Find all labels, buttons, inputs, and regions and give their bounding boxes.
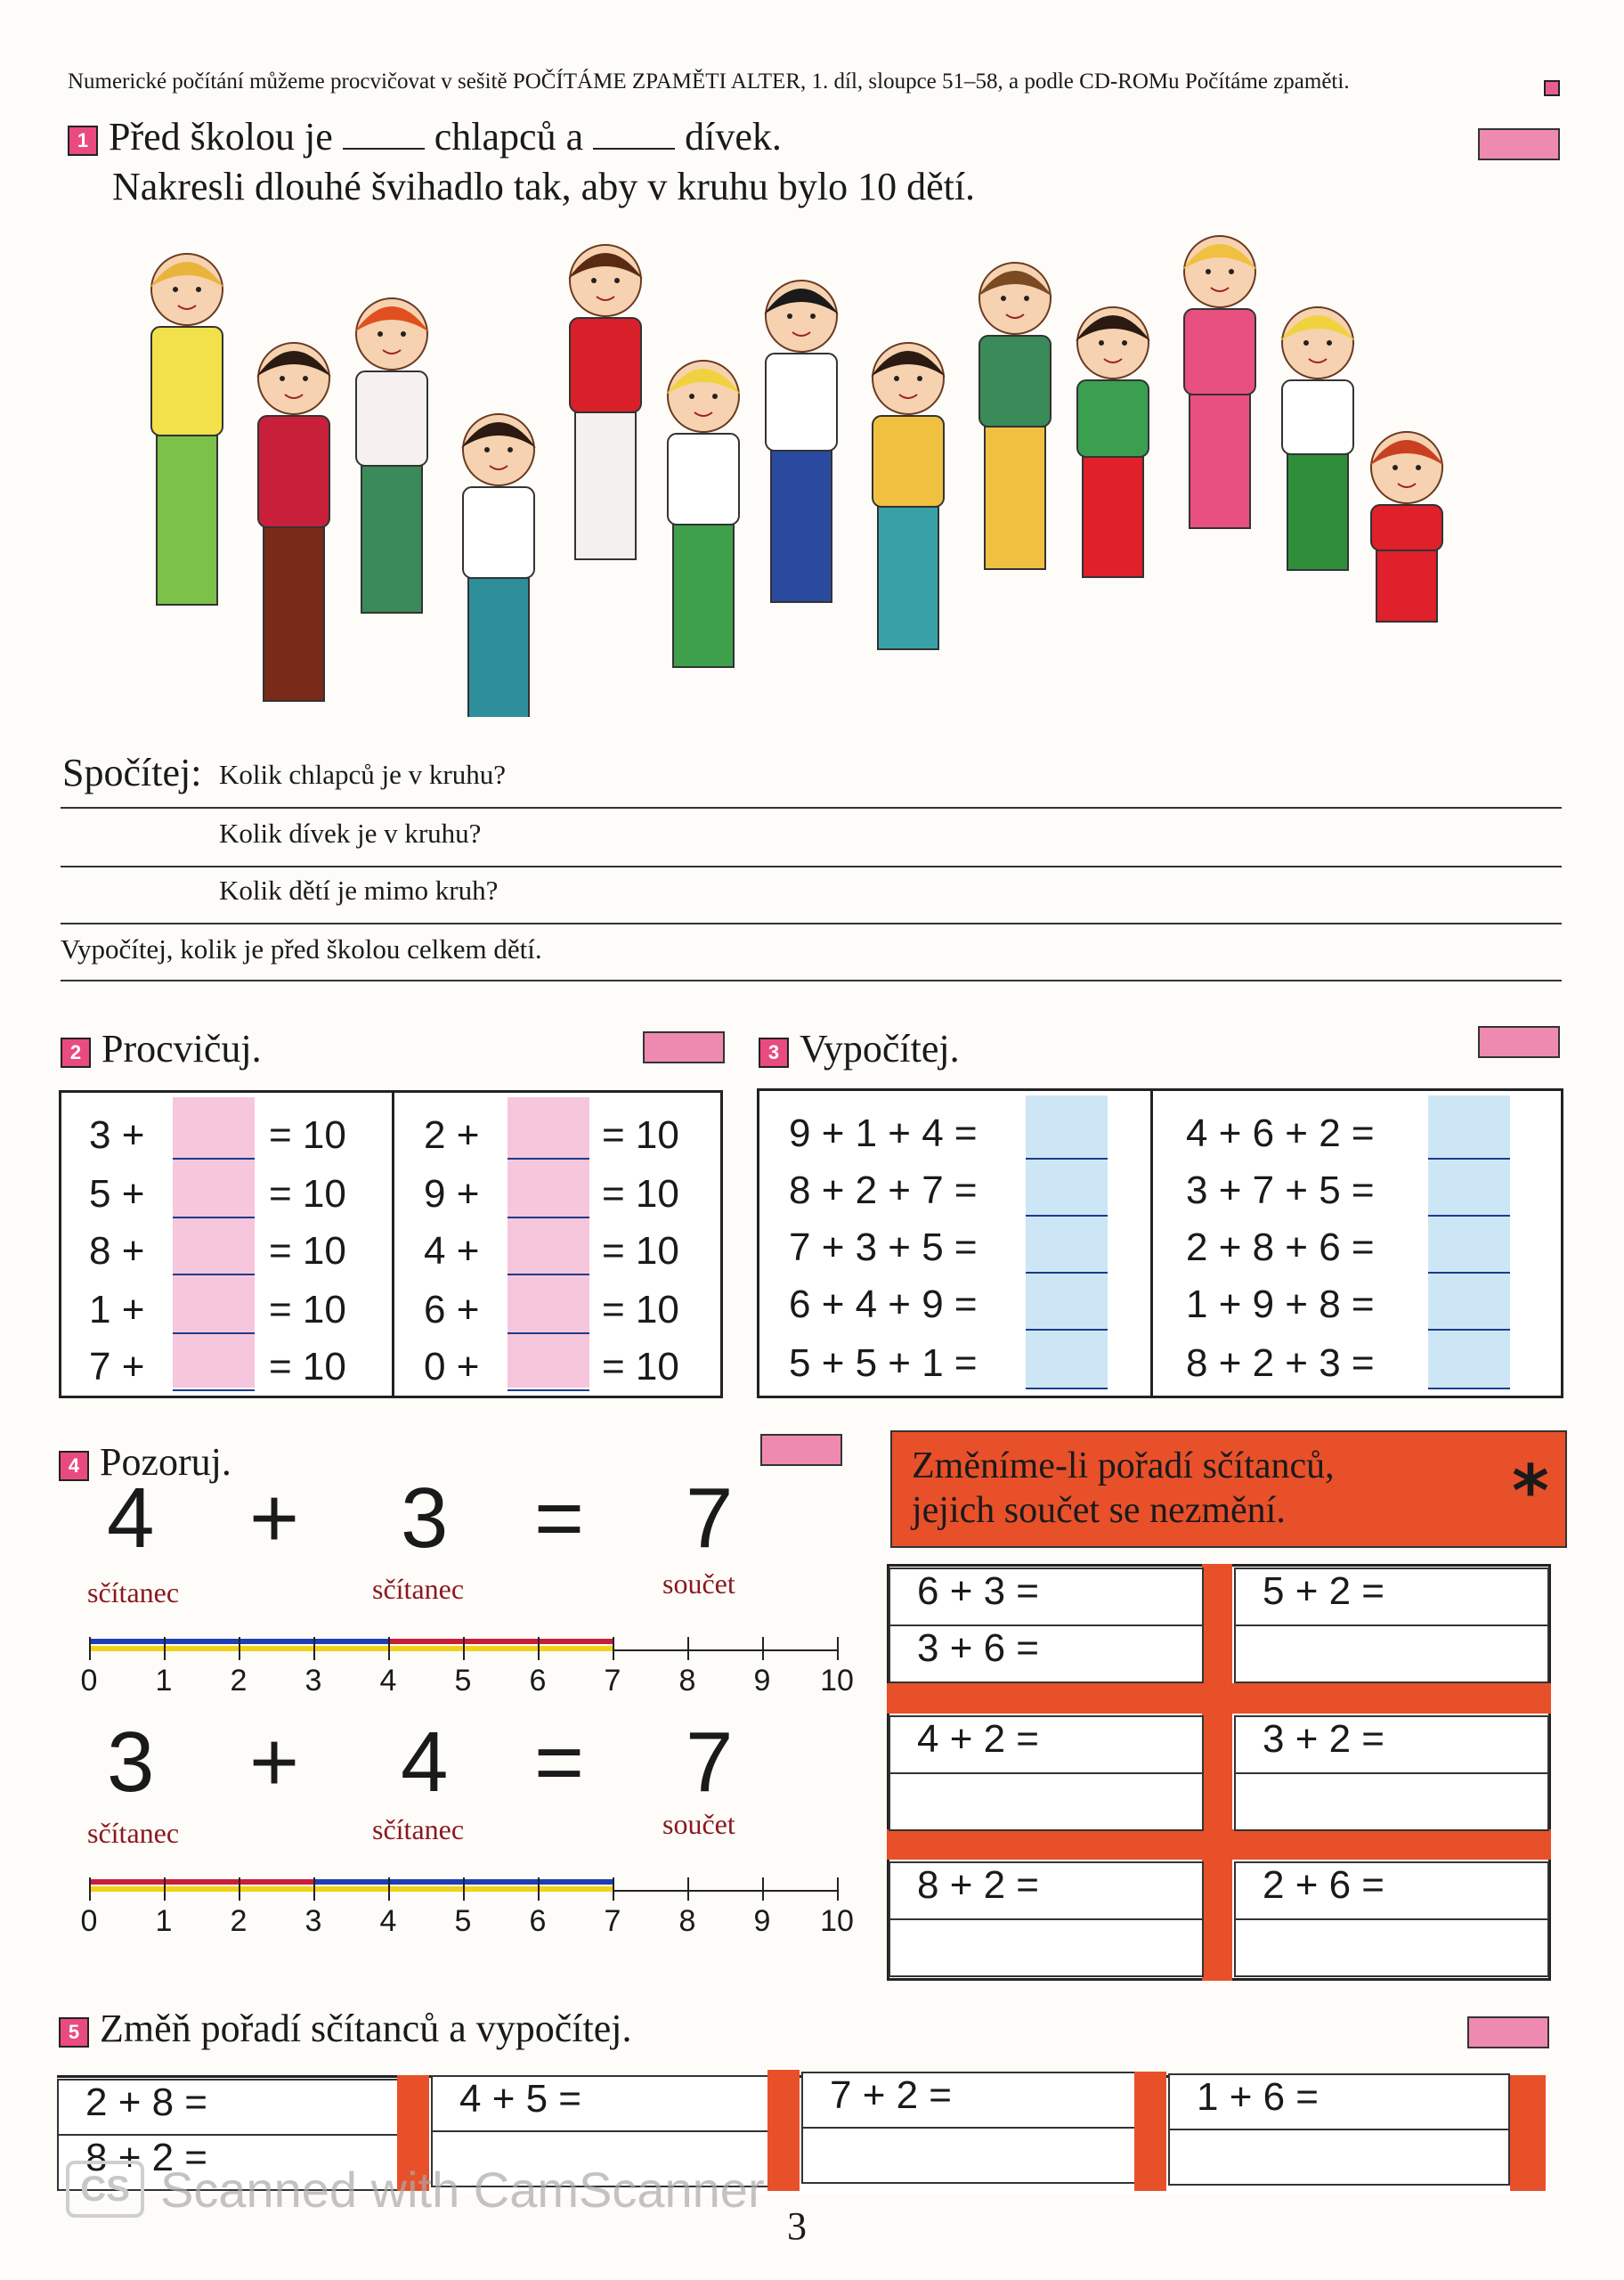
- ex3-title-text: Vypočítej.: [800, 1027, 960, 1071]
- child-figure: [1369, 432, 1444, 622]
- number-line-tick: [687, 1637, 689, 1660]
- ex1-text-c: dívek.: [685, 115, 782, 159]
- swap-cell-1a[interactable]: 6 + 3 =: [889, 1568, 1204, 1626]
- number-line-tick: [463, 1637, 465, 1660]
- top-note: Numerické počítání můžeme procvičovat v sešitě POČÍTÁME ZPAMĚTI ALTER, 1. díl, sloupce 51–58, a podle CD-ROMu Počítáme zpaměti.: [68, 69, 1350, 94]
- eq2-label-addend2: sčítanec: [372, 1813, 465, 1845]
- eq2-c: 7: [686, 1714, 734, 1810]
- watermark: [62, 2155, 846, 2218]
- ex2-result: = 10: [602, 1229, 679, 1273]
- rule-box: [890, 1430, 1567, 1548]
- number-line-tick-label: 7: [604, 1904, 621, 1938]
- eq2-a: 3: [107, 1714, 155, 1810]
- ex3-answer-blank[interactable]: [1428, 1158, 1510, 1160]
- ex5-sep-3: [1134, 2072, 1166, 2191]
- ex2-answer-blank[interactable]: [173, 1158, 255, 1160]
- answer-line-4[interactable]: [61, 980, 1562, 981]
- number-line-tick-label: 7: [604, 1664, 621, 1698]
- ex2-result: = 10: [269, 1172, 346, 1216]
- number-line-tick: [388, 1637, 390, 1660]
- number-line-tick: [687, 1877, 689, 1901]
- number-line-tick-label: 0: [80, 1904, 98, 1938]
- number-line-tick-label: 1: [155, 1904, 173, 1938]
- ex2-answer-blank[interactable]: [508, 1389, 589, 1391]
- ex2-addend: 6 +: [424, 1288, 480, 1331]
- answer-line-2[interactable]: [61, 866, 1562, 867]
- swap-cell-2a[interactable]: 5 + 2 =: [1234, 1568, 1549, 1626]
- number-line-tick-label: 6: [529, 1904, 547, 1938]
- ex5-title-text: Změň pořadí sčítanců a vypočítej.: [100, 2007, 632, 2050]
- ex3-expression: 2 + 8 + 6 =: [1186, 1226, 1375, 1269]
- number-line-tick: [837, 1877, 839, 1901]
- rule-text-line2: jejich součet se nezmění.: [912, 1490, 1286, 1531]
- eq2-label-sum: součet: [662, 1808, 735, 1840]
- ex2-result: = 10: [269, 1345, 346, 1388]
- eq1-b: 3: [401, 1470, 449, 1566]
- watermark-text: Scanned with CamScanner: [160, 2162, 765, 2218]
- ex1-blank-girls[interactable]: [593, 130, 675, 150]
- ex3-answer-blank[interactable]: [1026, 1272, 1108, 1274]
- ex2-addend: 1 +: [89, 1288, 145, 1331]
- ex3-divider: [1150, 1088, 1153, 1398]
- ex1-text-a: Před školou je: [109, 115, 333, 159]
- ex3-expression: 6 + 4 + 9 =: [789, 1282, 978, 1326]
- ex3-expression: 5 + 5 + 1 =: [789, 1341, 978, 1385]
- ex1-blank-boys[interactable]: [343, 130, 425, 150]
- number-line-segment: [89, 1646, 613, 1651]
- number-line-tick: [388, 1877, 390, 1901]
- ex2-score-box[interactable]: [643, 1031, 725, 1063]
- eq2-label-addend1: sčítanec: [87, 1817, 180, 1849]
- child-figure: [256, 343, 331, 701]
- ex5-cell-1b[interactable]: 8 + 2 =: [57, 2134, 399, 2191]
- ex2-answer-blank[interactable]: [173, 1332, 255, 1334]
- number-line-tick: [164, 1637, 166, 1660]
- ex2-answer-blank[interactable]: [508, 1332, 589, 1334]
- ex5-cell-2a[interactable]: 4 + 5 =: [431, 2075, 769, 2132]
- ex2-answer-blank[interactable]: [508, 1274, 589, 1275]
- number-line-tick-label: 8: [678, 1904, 696, 1938]
- ex3-answer-blank[interactable]: [1428, 1272, 1510, 1274]
- ex3-expression: 3 + 7 + 5 =: [1186, 1168, 1375, 1212]
- ex5-cell-4a[interactable]: 1 + 6 =: [1168, 2073, 1510, 2130]
- number-line-tick: [837, 1637, 839, 1660]
- number-line-tick: [613, 1877, 614, 1901]
- ex3-title: [759, 1026, 960, 1071]
- ex5-cell-3a[interactable]: 7 + 2 =: [801, 2072, 1136, 2129]
- page-number: 3: [787, 2204, 807, 2248]
- ex2-addend: 5 +: [89, 1172, 145, 1216]
- swap-cell-5b[interactable]: [889, 1918, 1204, 1977]
- swap-table-hbar2: [887, 1829, 1551, 1860]
- eq1-label-addend1: sčítanec: [87, 1576, 180, 1608]
- child-figure: [978, 263, 1052, 569]
- swap-cell-1b[interactable]: 3 + 6 =: [889, 1624, 1204, 1683]
- ex1-score-box[interactable]: [1478, 128, 1560, 160]
- ex2-addend: 9 +: [424, 1172, 480, 1216]
- ex2-addend: 7 +: [89, 1345, 145, 1388]
- ex3-expression: 9 + 1 + 4 =: [789, 1112, 978, 1155]
- number-line-tick-label: 3: [304, 1664, 322, 1698]
- swap-table-hbar1: [887, 1683, 1551, 1714]
- ex2-result: = 10: [602, 1172, 679, 1216]
- swap-cell-6a[interactable]: 2 + 6 =: [1234, 1861, 1549, 1920]
- ex2-answer-blank[interactable]: [173, 1274, 255, 1275]
- eq2-equals: =: [534, 1714, 585, 1810]
- ex2-addend: 0 +: [424, 1345, 480, 1388]
- number-line-tick: [239, 1877, 240, 1901]
- number-line-tick-label: 5: [454, 1904, 472, 1938]
- number-line-tick-label: 3: [304, 1904, 322, 1938]
- ex4-score-box[interactable]: [760, 1434, 842, 1466]
- child-figure: [1076, 307, 1150, 577]
- number-line-tick-label: 9: [753, 1664, 771, 1698]
- number-line-tick: [164, 1877, 166, 1901]
- eq1-c: 7: [686, 1470, 734, 1566]
- eq1-label-sum: součet: [662, 1568, 735, 1600]
- number-line-tick-label: 6: [529, 1664, 547, 1698]
- ex2-addend: 8 +: [89, 1229, 145, 1273]
- ex3-answer-blank[interactable]: [1428, 1215, 1510, 1217]
- ex2-result: = 10: [602, 1345, 679, 1388]
- swap-cell-4b[interactable]: [1234, 1772, 1549, 1831]
- ex3-answer-blank[interactable]: [1428, 1388, 1510, 1389]
- ex2-answer-blank[interactable]: [173, 1217, 255, 1218]
- child-figure: [1182, 236, 1257, 528]
- question-total: Vypočítej, kolik je před školou celkem dětí.: [61, 933, 542, 965]
- eq1-a: 4: [107, 1470, 155, 1566]
- number-line-tick: [538, 1877, 540, 1901]
- number-line-tick-label: 10: [820, 1664, 854, 1698]
- ex2-addend: 2 +: [424, 1113, 480, 1157]
- ex2-title-text: Procvičuj.: [102, 1027, 262, 1071]
- number-line-tick-label: 10: [820, 1904, 854, 1938]
- ex2-result: = 10: [269, 1229, 346, 1273]
- ex5-title: [59, 2006, 631, 2051]
- ex3-expression: 8 + 2 + 3 =: [1186, 1341, 1375, 1385]
- child-figure: [871, 343, 946, 649]
- child-figure: [666, 361, 741, 667]
- swap-table-vbar: [1202, 1564, 1232, 1981]
- ex2-fill-right: [508, 1097, 589, 1388]
- ex4-title-text: Pozoruj.: [100, 1440, 231, 1484]
- swap-cell-6b[interactable]: [1234, 1918, 1549, 1977]
- ex3-answer-blank[interactable]: [1026, 1388, 1108, 1389]
- ex3-answer-blank[interactable]: [1026, 1329, 1108, 1331]
- number-line-tick-label: 0: [80, 1664, 98, 1698]
- ex3-fill-left: [1026, 1095, 1108, 1388]
- ex2-result: = 10: [602, 1288, 679, 1331]
- number-line-tick: [239, 1637, 240, 1660]
- child-figure: [354, 298, 429, 613]
- ex2-addend: 4 +: [424, 1229, 480, 1273]
- answer-line-1[interactable]: [61, 807, 1562, 809]
- question-boys: Kolik chlapců je v kruhu?: [219, 759, 506, 790]
- ex5-cell-4b[interactable]: [1168, 2129, 1510, 2186]
- number-line-tick-label: 9: [753, 1904, 771, 1938]
- ex5-sep-4: [1510, 2075, 1546, 2191]
- number-line-tick: [89, 1877, 91, 1901]
- number-line-segment: [388, 1639, 613, 1644]
- ex1-line1: [68, 114, 782, 159]
- number-line-segment: [89, 1879, 313, 1885]
- eq2-plus: +: [249, 1714, 300, 1810]
- question-girls: Kolik dívek je v kruhu?: [219, 818, 482, 849]
- ex5-cell-1a[interactable]: 2 + 8 =: [57, 2079, 399, 2136]
- ex3-expression: 4 + 6 + 2 =: [1186, 1112, 1375, 1155]
- ex3-answer-blank[interactable]: [1428, 1329, 1510, 1331]
- ex2-fill-left: [173, 1097, 255, 1388]
- ex3-number-badge: 3: [759, 1038, 789, 1068]
- ex2-number-badge: 2: [61, 1038, 91, 1068]
- ex2-answer-blank[interactable]: [173, 1389, 255, 1391]
- number-line-tick-label: 8: [678, 1664, 696, 1698]
- ex3-expression: 8 + 2 + 7 =: [789, 1168, 978, 1212]
- ex1-text-b: chlapců a: [434, 115, 584, 159]
- ex3-expression: 1 + 9 + 8 =: [1186, 1282, 1375, 1326]
- swap-cell-3a[interactable]: 4 + 2 =: [889, 1715, 1204, 1774]
- rule-text-line1: Změníme-li pořadí sčítanců,: [912, 1445, 1335, 1486]
- ex3-fill-right: [1428, 1095, 1510, 1388]
- ex2-answer-blank[interactable]: [508, 1158, 589, 1160]
- ex5-number-badge: 5: [59, 2017, 89, 2048]
- number-line-tick: [313, 1877, 315, 1901]
- ex4-number-badge: 4: [59, 1451, 89, 1481]
- question-outside: Kolik dětí je mimo kruh?: [219, 875, 499, 906]
- child-figure: [764, 281, 839, 602]
- number-line-tick-label: 4: [379, 1904, 397, 1938]
- ex2-title: [61, 1026, 262, 1071]
- number-line-tick-label: 5: [454, 1664, 472, 1698]
- number-line-tick: [538, 1637, 540, 1660]
- children-illustration: [125, 218, 1514, 717]
- ex3-answer-blank[interactable]: [1026, 1215, 1108, 1217]
- ex5-cell-3b[interactable]: [801, 2127, 1136, 2184]
- number-line-segment: [89, 1886, 613, 1892]
- ex1-line2: Nakresli dlouhé švihadlo tak, aby v kruhu bylo 10 dětí.: [112, 165, 976, 208]
- ex3-score-box[interactable]: [1478, 1026, 1560, 1058]
- number-line-tick-label: 4: [379, 1664, 397, 1698]
- eq1-plus: +: [249, 1470, 300, 1566]
- eq1-equals: =: [534, 1470, 585, 1566]
- eq2-b: 4: [401, 1714, 449, 1810]
- number-line-tick: [89, 1637, 91, 1660]
- rule-star: *: [1512, 1450, 1549, 1533]
- top-square-marker: [1544, 80, 1560, 96]
- ex3-answer-blank[interactable]: [1026, 1158, 1108, 1160]
- number-line-tick-label: 2: [230, 1904, 248, 1938]
- child-figure: [568, 245, 643, 559]
- ex2-result: = 10: [269, 1113, 346, 1157]
- swap-cell-5a[interactable]: 8 + 2 =: [889, 1861, 1204, 1920]
- eq1-label-addend2: sčítanec: [372, 1573, 465, 1605]
- ex5-score-box[interactable]: [1467, 2016, 1549, 2048]
- number-line-tick-label: 1: [155, 1664, 173, 1698]
- count-label: Spočítej:: [62, 751, 202, 794]
- swap-cell-3b[interactable]: [889, 1772, 1204, 1831]
- swap-cell-4a[interactable]: 3 + 2 =: [1234, 1715, 1549, 1774]
- ex1-number-badge: 1: [68, 126, 98, 156]
- swap-cell-2b[interactable]: [1234, 1624, 1549, 1683]
- ex3-expression: 7 + 3 + 5 =: [789, 1226, 978, 1269]
- number-line-tick: [762, 1877, 764, 1901]
- ex2-result: = 10: [269, 1288, 346, 1331]
- number-line-tick-label: 2: [230, 1664, 248, 1698]
- number-line-tick: [463, 1877, 465, 1901]
- child-figure: [150, 254, 224, 605]
- answer-line-3[interactable]: [61, 923, 1562, 924]
- ex2-answer-blank[interactable]: [508, 1217, 589, 1218]
- ex2-result: = 10: [602, 1113, 679, 1157]
- ex2-addend: 3 +: [89, 1113, 145, 1157]
- ex2-divider: [392, 1090, 394, 1398]
- number-line-tick: [762, 1637, 764, 1660]
- child-figure: [461, 414, 536, 717]
- child-figure: [1280, 307, 1355, 570]
- number-line-tick: [613, 1637, 614, 1660]
- number-line-tick: [313, 1637, 315, 1660]
- camscanner-icon: CS: [66, 2161, 144, 2218]
